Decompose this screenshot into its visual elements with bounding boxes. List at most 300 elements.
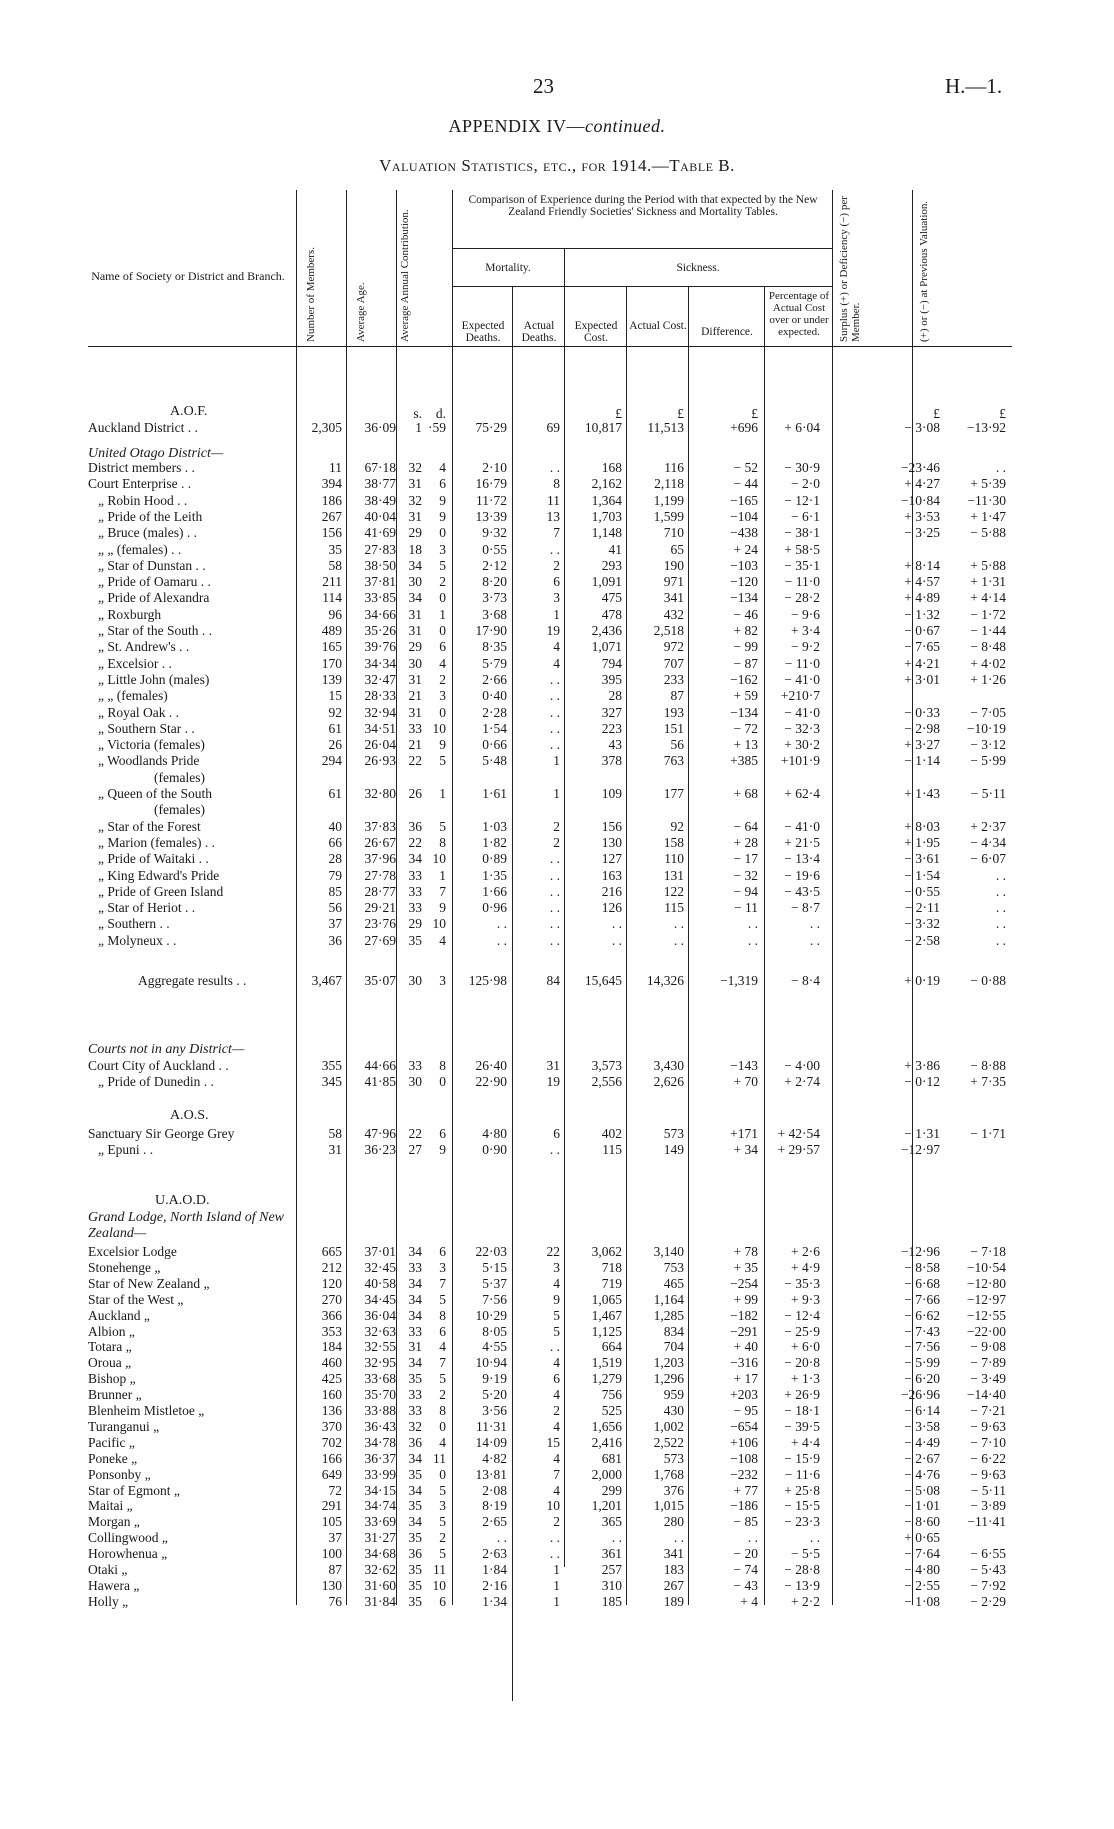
cell-ec: 681 [601,1450,622,1466]
cell-m: 37 [328,916,342,932]
cell-pv: − 7·05 [970,704,1006,720]
cell-a: 67·18 [364,460,396,475]
cell-d: 11 [433,1562,446,1577]
cell-pv: − 8·88 [970,1058,1006,1073]
cell-d: 4 [439,1339,446,1355]
cell-df: −186 [730,1498,758,1514]
cell-ec: 257 [601,1562,622,1577]
table-row [0,1387,1114,1402]
cell-ad: 4 [553,1482,560,1498]
cell-d: 0 [439,1418,446,1434]
table-subtitle-text: Valuation Statistics, etc., for 1914.—Table B. [379,156,735,175]
cell-s: 32 [408,1418,422,1434]
table-row [0,1498,1114,1513]
cell-s: 29 [408,525,422,541]
cell-sp: + 1·95 [904,834,940,850]
cell-name: „ Victoria (females) [98,737,205,753]
cell-ad: 4 [553,1450,560,1466]
cell-d: 8 [439,834,446,850]
cell-a: 32·47 [364,671,396,687]
cell-d: 6 [439,476,446,492]
cell-pc: − 18·1 [784,1403,820,1418]
table-row [0,460,1114,475]
cell-ec: 293 [601,557,622,573]
cell-name: Brunner „ [88,1387,142,1403]
cell-df: + 40 [733,1339,758,1355]
cell-sp: −12·97 [900,1142,940,1157]
cell-a: 41·69 [364,525,396,541]
cell-m: 85 [328,883,342,899]
cell-df: −254 [730,1275,758,1291]
cell-ad: 22 [546,1244,560,1259]
cell-ed: 26·40 [475,1058,507,1073]
cell-ac: 959 [663,1387,684,1403]
cell-ac: 1,164 [653,1291,684,1307]
cell-ed: 11·31 [476,1418,507,1434]
cell-ed: 2·66 [482,671,507,687]
cell-ad: 3 [553,1259,560,1275]
cell-s: 34 [408,590,422,606]
cell-pv: − 5·11 [970,786,1006,801]
cell-sp: − 3·08 [904,420,940,435]
cell-pv: − 0·88 [970,973,1006,988]
cell-ad: 13 [546,508,560,524]
cell-ed: 1·66 [482,883,507,899]
cell-d: 5 [439,1482,446,1498]
cell-name: Maitai „ [88,1498,133,1514]
cell-a: 35·70 [364,1387,396,1403]
cell-df: + 35 [733,1259,758,1275]
cell-name: „ Royal Oak . . [98,704,179,720]
cell-sp: + 3·01 [904,671,940,687]
cell-s: 34 [408,1244,422,1259]
cell-d: 6 [439,1593,446,1609]
cell-ad: 19 [546,1074,560,1089]
cell-a: 36·09 [364,420,396,435]
cell-pc: − 28·2 [784,590,820,606]
cell-ad: . . [549,1530,560,1546]
cell-sp: − 3·25 [904,525,940,541]
cell-df: −291 [730,1323,758,1339]
cell-name: „ Roxburgh [98,606,162,622]
cell-name: Blenheim Mistletoe „ [88,1403,205,1418]
cell-d: 2 [439,671,446,687]
cell-pc: +210·7 [780,688,820,704]
cell-ed: 13·39 [475,508,507,524]
cell-ac: 158 [663,834,684,850]
cell-a: 34·34 [364,655,396,671]
cell-ed: 125·98 [468,973,507,988]
cell-ad: 15 [546,1434,560,1450]
table-row [0,1451,1114,1466]
cell-a: 33·69 [364,1514,396,1530]
cell-ad: 2 [553,557,560,573]
cell-pc: + 2·74 [784,1074,820,1089]
cell-pc: + 2·6 [791,1244,820,1259]
cell-a: 26·04 [364,737,396,753]
header-difference: Difference. [701,326,753,338]
cell-ec: 185 [601,1593,622,1609]
cell-pv: − 5·88 [970,525,1006,541]
cell-a: 26·93 [364,753,396,769]
cell-pc: + 21·5 [784,834,820,850]
cell-ac: 116 [664,460,684,475]
cell-df: + 24 [733,541,758,557]
cell-m: 100 [321,1546,342,1562]
cell-ac: 2,626 [653,1074,684,1089]
cell-m: 120 [321,1275,342,1291]
cell-m: 114 [322,590,342,606]
cell-a: 40·58 [364,1275,396,1291]
cell-ad: 6 [553,574,560,590]
cell-d: 7 [439,1355,446,1371]
cell-name: Otaki „ [88,1562,128,1577]
cell-sp: −23·46 [900,460,940,475]
cell-pc: − 32·3 [784,720,820,736]
cell-ed: 3·56 [482,1403,507,1418]
appendix-title [0,116,1114,137]
cell-name: Court City of Auckland . . [88,1058,229,1073]
cell-pc: − 9·2 [791,639,820,655]
cell-ed: 2·08 [482,1482,507,1498]
cell-pc: − 13·4 [784,851,820,867]
cell-s: 29 [408,639,422,655]
cell-pv: − 1·44 [970,623,1006,638]
cell-d: 10 [432,1577,446,1593]
cell-df: + 28 [733,834,758,850]
cell-m: 130 [321,1577,342,1593]
cell-ed: 8·19 [482,1498,507,1514]
cell-ac: 1,285 [653,1307,684,1323]
header-actual-deaths: Actual Deaths. [521,320,557,344]
cell-sp: − 3·61 [904,851,940,867]
cell-s: 35 [408,1466,422,1482]
cell-ec: 126 [601,900,622,916]
cell-pv: − 2·29 [970,1593,1006,1609]
cell-pc: − 41·0 [784,818,820,834]
table-row [0,656,1114,671]
cell-sp: − 5·99 [904,1355,940,1371]
cell-sp: + 4·57 [904,574,940,590]
cell-df: . . [747,932,758,948]
cell-ed: 4·55 [482,1339,507,1355]
cell-ac: 432 [663,606,684,622]
cell-d: 1 [439,867,446,883]
cell-name: Hawera „ [88,1577,140,1593]
cell-m: 345 [321,1074,342,1089]
cell-pc: + 62·4 [784,786,820,801]
cell-ac: 65 [670,541,684,557]
cell-df: − 43 [733,1577,758,1593]
cell-name: „ Epuni . . [98,1142,154,1157]
unit-pound: £ [751,406,758,421]
cell-ec: 1,201 [591,1498,622,1514]
cell-pv: −12·55 [966,1307,1006,1323]
cell-ac: 376 [663,1482,684,1498]
cell-ad: . . [549,883,560,899]
cell-name: „ „ (females) . . [98,541,182,557]
table-row [0,770,1114,785]
table-row [0,819,1114,834]
cell-ac: 183 [663,1562,684,1577]
header-surplus: Surplus (+) or Deficiency (−) per Member. [838,196,862,342]
cell-name: Sanctuary Sir George Grey [88,1126,235,1141]
table-row [0,868,1114,883]
cell-pc: − 11·0 [784,574,820,590]
table-row [0,973,1114,988]
cell-pv: −11·30 [967,492,1006,508]
cell-ec: 2,556 [591,1074,622,1089]
cell-df: − 99 [733,639,758,655]
cell-pc: − 25·9 [784,1323,820,1339]
cell-name: „ Bruce (males) . . [98,525,197,541]
cell-d: 4 [439,655,446,671]
cell-name: Stonehenge „ [88,1259,161,1275]
table-row [0,420,1114,435]
cell-pv: − 7·92 [970,1577,1006,1593]
cell-df: + 70 [733,1074,758,1089]
table-row [0,933,1114,948]
cell-ad: . . [549,541,560,557]
cell-d: 8 [439,1403,446,1418]
table-row [0,1435,1114,1450]
cell-s: 34 [408,1355,422,1371]
cell-ed: . . [496,932,507,948]
cell-name: Morgan „ [88,1514,140,1530]
cell-ec: 1,279 [591,1371,622,1387]
cell-d: ·59 [428,420,446,435]
cell-df: −654 [730,1418,758,1434]
cell-ac: 971 [663,574,684,590]
cell-m: 649 [321,1466,342,1482]
cell-ed: 5·15 [482,1259,507,1275]
cell-name: „ Pride of the Leith [98,508,203,524]
cell-pv: − 6·55 [970,1546,1006,1562]
cell-ed: 1·03 [482,818,507,834]
cell-a: 29·21 [364,900,396,916]
cell-m: 186 [321,492,342,508]
table-row [0,705,1114,720]
cell-a: 37·83 [364,818,396,834]
cell-a: 32·80 [364,786,396,801]
cell-pv: − 7·89 [970,1355,1006,1371]
cell-d: 5 [439,1371,446,1387]
cell-ec: 794 [601,655,622,671]
cell-ad: . . [549,916,560,932]
cell-sp: − 4·80 [904,1562,940,1577]
cell-ad: 4 [553,639,560,655]
cell-pv: − 9·63 [970,1466,1006,1482]
cell-sp: − 7·64 [904,1546,940,1562]
table-row [0,1467,1114,1482]
cell-pv: . . [995,867,1006,883]
cell-d: 3 [439,688,446,704]
cell-ed: 13·81 [475,1466,507,1482]
cell-s: 31 [408,671,422,687]
cell-pc: − 39·5 [784,1418,820,1434]
table-row [0,688,1114,703]
cell-pv: − 1·72 [970,606,1006,622]
cell-s: 34 [408,1275,422,1291]
cell-ed: 8·35 [482,639,507,655]
header-contribution: Average Annual Contribution. [399,209,411,342]
cell-a: 33·85 [364,590,396,606]
cell-df: −182 [730,1307,758,1323]
cell-pc: − 23·3 [784,1514,820,1530]
cell-pv: . . [995,883,1006,899]
cell-pv: + 5·88 [970,557,1006,573]
cell-name: Holly „ [88,1593,129,1609]
cell-ac: 430 [663,1403,684,1418]
cell-name: Star of Egmont „ [88,1482,180,1498]
header-sickness: Sickness. [676,262,720,274]
cell-ad: 2 [553,1403,560,1418]
cell-ed: 10·94 [475,1355,507,1371]
cell-ad: 9 [553,1291,560,1307]
unit-pound: £ [615,406,622,421]
cell-ad: 1 [553,1577,560,1593]
cell-ec: 163 [601,867,622,883]
cell-ed: 2·16 [482,1577,507,1593]
cell-pc: − 15·9 [784,1450,820,1466]
cell-ec: 664 [601,1339,622,1355]
cell-pv: − 7·10 [970,1434,1006,1450]
cell-df: − 17 [733,851,758,867]
cell-s: 33 [408,1058,422,1073]
section-courts: Courts not in any District— [88,1042,245,1057]
section-aos: A.O.S. [170,1108,209,1123]
cell-sp: + 4·89 [904,590,940,606]
cell-df: +171 [730,1126,758,1141]
cell-ed: 22·03 [475,1244,507,1259]
cell-pc: − 38·1 [784,525,820,541]
cell-d: 2 [439,1530,446,1546]
cell-s: 36 [408,818,422,834]
cell-ad: 10 [546,1498,560,1514]
cell-s: 34 [408,1450,422,1466]
cell-ec: 402 [601,1126,622,1141]
cell-a: 34·15 [364,1482,396,1498]
cell-pc: . . [809,1530,820,1546]
cell-sp: + 3·27 [904,737,940,753]
cell-pc: + 25·8 [784,1482,820,1498]
cell-d: 0 [439,1466,446,1482]
cell-pc: − 13·9 [784,1577,820,1593]
cell-d: 4 [439,932,446,948]
cell-a: 35·26 [364,623,396,638]
cell-s: 33 [408,1403,422,1418]
cell-m: 2,305 [311,420,342,435]
cell-sp: + 3·86 [904,1058,940,1073]
table-row [0,786,1114,801]
cell-df: −438 [730,525,758,541]
table-row [0,916,1114,931]
cell-name: Albion „ [88,1323,135,1339]
cell-m: 489 [321,623,342,638]
cell-ad: . . [549,1142,560,1157]
cell-s: 33 [408,1387,422,1403]
cell-m: 394 [321,476,342,492]
cell-d: 0 [439,1074,446,1089]
cell-name: Star of the West „ [88,1291,184,1307]
cell-name: „ Southern . . [98,916,170,932]
cell-ed: 8·05 [482,1323,507,1339]
cell-pv: − 4·34 [970,834,1006,850]
cell-ac: . . [673,1530,684,1546]
cell-ac: 177 [663,786,684,801]
table-row [0,753,1114,768]
cell-a: 37·01 [364,1244,396,1259]
cell-name: Auckland District . . [88,420,198,435]
cell-m: 61 [328,720,342,736]
table-row [0,639,1114,654]
cell-d: 9 [439,508,446,524]
header-rule [452,286,832,287]
cell-a: 27·78 [364,867,396,883]
cell-ed: 0·40 [482,688,507,704]
header-rule [88,346,1012,347]
cell-s: 21 [408,737,422,753]
cell-ac: 92 [670,818,684,834]
cell-df: −143 [730,1058,758,1073]
cell-a: 32·62 [364,1562,396,1577]
table-row [0,851,1114,866]
cell-a: 32·45 [364,1259,396,1275]
cell-ad: 6 [553,1371,560,1387]
cell-m: 56 [328,900,342,916]
cell-sp: + 8·03 [904,818,940,834]
cell-a: 23·76 [364,916,396,932]
cell-d: 5 [439,818,446,834]
cell-name: (females) [154,769,205,785]
cell-pc: + 6·0 [791,1339,820,1355]
cell-name: Auckland „ [88,1307,150,1323]
cell-ac: 280 [663,1514,684,1530]
cell-a: 36·43 [364,1418,396,1434]
cell-pc: − 12·4 [784,1307,820,1323]
cell-ed: 1·82 [482,834,507,850]
cell-m: 79 [328,867,342,883]
cell-name: Aggregate results . . [138,973,247,988]
cell-pv: − 6·07 [970,851,1006,867]
cell-s: 31 [408,623,422,638]
cell-name: Pacific „ [88,1434,135,1450]
cell-name: „ Pride of Oamaru . . [98,574,211,590]
cell-ac: 149 [663,1142,684,1157]
cell-m: 35 [328,541,342,557]
cell-pv: + 7·35 [970,1074,1006,1089]
cell-a: 47·96 [364,1126,396,1141]
section-grand-lodge: Grand Lodge, North Island of New Zealand— [88,1210,285,1241]
cell-ed: 5·79 [482,655,507,671]
cell-a: 35·07 [364,973,396,988]
cell-ac: 753 [663,1259,684,1275]
cell-name: Bishop „ [88,1371,136,1387]
cell-name: Ponsonby „ [88,1466,151,1482]
cell-s: 36 [408,1546,422,1562]
cell-ed: 0·66 [482,737,507,753]
cell-ac: 87 [670,688,684,704]
cell-ac: 573 [663,1126,684,1141]
cell-ed: 1·84 [482,1562,507,1577]
cell-m: 291 [321,1498,342,1514]
cell-ad: 7 [553,1466,560,1482]
cell-ac: 115 [664,900,684,916]
cell-ad: . . [549,900,560,916]
cell-name: Excelsior Lodge [88,1244,177,1259]
cell-s: 32 [408,492,422,508]
cell-a: 34·78 [364,1434,396,1450]
